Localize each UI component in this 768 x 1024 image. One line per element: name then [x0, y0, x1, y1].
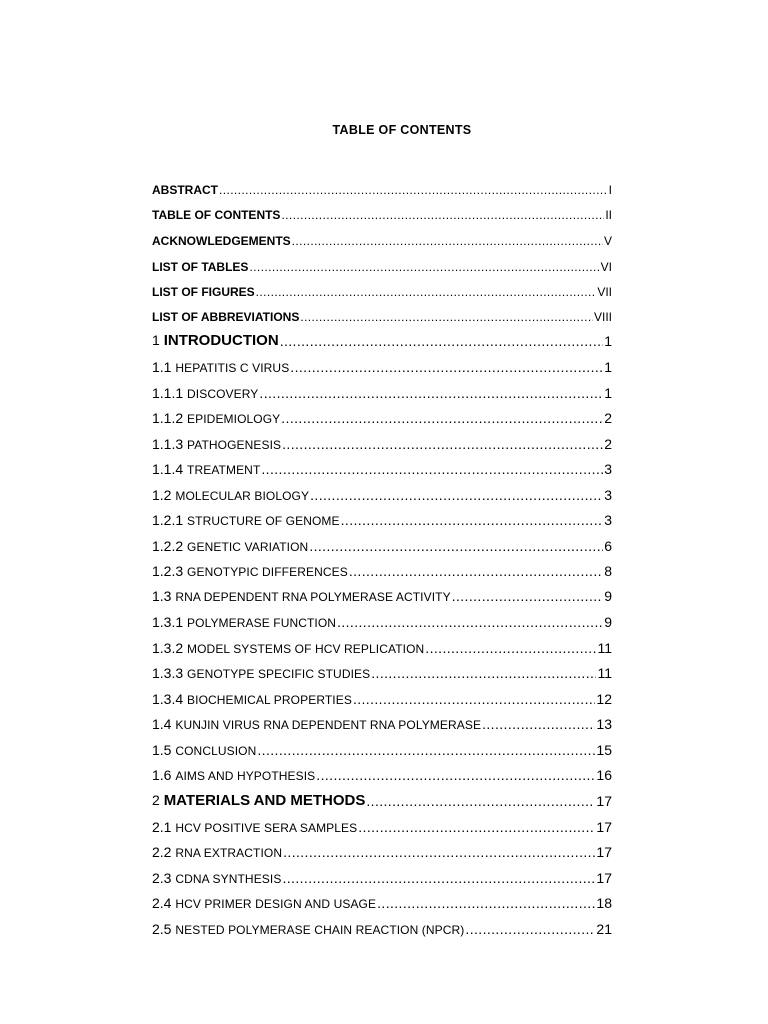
dot-leader: [283, 845, 595, 859]
section-title: PATHOGENESIS: [187, 438, 282, 452]
dot-leader: [465, 922, 595, 936]
section-title: MODEL SYSTEMS OF HCV REPLICATION: [187, 642, 425, 656]
section-title: KUNJIN VIRUS RNA DEPENDENT RNA POLYMERASE: [175, 718, 482, 732]
toc-entry-list-of-tables[interactable]: [152, 253, 612, 273]
dot-leader: [292, 235, 603, 247]
toc-entry-page: 3: [604, 512, 612, 528]
toc-entry-1-4[interactable]: [152, 711, 612, 731]
toc-entry-1-2-3[interactable]: [152, 558, 612, 578]
section-title: HCV PRIMER DESIGN AND USAGE: [175, 897, 377, 911]
section-title: INTRODUCTION: [163, 332, 279, 349]
toc-entry-1-1-4[interactable]: [152, 456, 612, 476]
section-number: 1.1.1: [152, 385, 184, 401]
toc-entry-1-2[interactable]: [152, 482, 612, 502]
section-number: 1.1: [152, 359, 172, 375]
section-title: AIMS AND HYPOTHESIS: [175, 769, 316, 783]
section-number: 1.1.4: [152, 461, 184, 477]
toc-entry-label: LIST OF FIGURES: [152, 285, 255, 299]
toc-entry-page: VI: [600, 260, 612, 274]
toc-entry-label: ACKNOWLEDGEMENTS: [152, 234, 291, 248]
section-number: 1.3.2: [152, 640, 184, 656]
dot-leader: [261, 462, 603, 476]
toc-entry-page: 3: [604, 461, 612, 477]
dot-leader: [371, 666, 596, 680]
toc-entry-1-3-2[interactable]: [152, 635, 612, 655]
toc-entry-page: 6: [604, 538, 612, 554]
toc-entry-page: 17: [596, 793, 612, 809]
section-title: STRUCTURE OF GENOME: [187, 514, 340, 528]
section-title: RNA DEPENDENT RNA POLYMERASE ACTIVITY: [175, 590, 451, 604]
toc-entry-page: V: [603, 234, 612, 248]
toc-entry-2-5[interactable]: [152, 916, 612, 936]
section-number: 1: [152, 332, 160, 348]
section-number: 1.3.4: [152, 691, 184, 707]
section-title: MATERIALS AND METHODS: [163, 792, 366, 809]
toc-entry-page: 11: [597, 665, 612, 681]
toc-entry-list-of-abbreviations[interactable]: [152, 303, 612, 323]
toc-entry-1-1-1[interactable]: [152, 380, 612, 400]
toc-entry-2-1[interactable]: [152, 814, 612, 834]
dot-leader: [452, 589, 604, 603]
toc-entry-1-3[interactable]: [152, 583, 612, 603]
toc-entry-page: 17: [596, 844, 612, 860]
dot-leader: [282, 871, 595, 885]
section-title: BIOCHEMICAL PROPERTIES: [187, 693, 352, 707]
section-number: 1.6: [152, 767, 172, 783]
toc-entry-1-3-3[interactable]: [152, 660, 612, 680]
dot-leader: [257, 743, 595, 757]
dot-leader: [377, 896, 595, 910]
section-number: 1.3.3: [152, 665, 184, 681]
dot-leader: [282, 437, 603, 451]
section-number: 1.3.1: [152, 614, 184, 630]
dot-leader: [249, 261, 599, 273]
toc-entry-page: 16: [596, 767, 612, 783]
toc-entry-label: TABLE OF CONTENTS: [152, 208, 281, 222]
toc-entry-page: 17: [596, 819, 612, 835]
section-title: RNA EXTRACTION: [175, 846, 283, 860]
section-number: 2: [152, 792, 160, 808]
toc-entry-1-1-2[interactable]: [152, 405, 612, 425]
toc-entry-page: 17: [596, 870, 612, 886]
toc-entry-1-3-1[interactable]: [152, 609, 612, 629]
section-title: HCV POSITIVE SERA SAMPLES: [175, 821, 358, 835]
section-number: 1.1.3: [152, 436, 184, 452]
toc-entry-page: 2: [604, 410, 612, 426]
section-number: 1.2.3: [152, 563, 184, 579]
toc-entry-page: II: [605, 208, 612, 222]
toc-entry-chapter-2[interactable]: [152, 788, 612, 808]
toc-entry-1-2-1[interactable]: [152, 507, 612, 527]
dot-leader: [425, 641, 596, 655]
toc-entry-1-3-4[interactable]: [152, 686, 612, 706]
toc-entry-label: ABSTRACT: [152, 183, 218, 197]
toc-entry-table-of-contents[interactable]: [152, 201, 612, 221]
toc-entry-acknowledgements[interactable]: [152, 227, 612, 247]
section-title: GENOTYPE SPECIFIC STUDIES: [187, 667, 371, 681]
dot-leader: [300, 311, 593, 323]
section-title: CONCLUSION: [175, 744, 257, 758]
toc-entry-page: 12: [596, 691, 612, 707]
section-title: GENETIC VARIATION: [187, 540, 309, 554]
section-number: 2.4: [152, 895, 172, 911]
section-number: 1.5: [152, 742, 172, 758]
toc-entry-1-2-2[interactable]: [152, 533, 612, 553]
toc-entry-1-1[interactable]: [152, 354, 612, 374]
section-title: EPIDEMIOLOGY: [187, 412, 281, 426]
section-number: 1.2: [152, 487, 172, 503]
dot-leader: [290, 360, 603, 374]
toc-entry-page: 9: [604, 588, 612, 604]
dot-leader: [358, 820, 595, 834]
dot-leader: [281, 209, 604, 221]
toc-entry-page: I: [608, 183, 612, 197]
toc-entry-2-2[interactable]: [152, 839, 612, 859]
dot-leader: [316, 768, 595, 782]
dot-leader: [482, 717, 595, 731]
section-title: DISCOVERY: [187, 387, 259, 401]
toc-entry-page: VIII: [593, 310, 612, 324]
section-number: 1.2.1: [152, 512, 184, 528]
toc-entry-abstract[interactable]: [152, 176, 612, 196]
toc-entry-page: 18: [596, 895, 612, 911]
section-title: MOLECULAR BIOLOGY: [175, 489, 310, 503]
dot-leader: [366, 794, 595, 808]
toc-entry-page: 1: [604, 385, 612, 401]
section-number: 2.2: [152, 844, 172, 860]
section-number: 2.3: [152, 870, 172, 886]
section-number: 2.5: [152, 921, 172, 937]
dot-leader: [349, 564, 603, 578]
dot-leader: [309, 539, 603, 553]
dot-leader: [219, 184, 608, 196]
toc-entry-list-of-figures[interactable]: [152, 278, 612, 298]
toc-entry-page: 13: [596, 716, 612, 732]
section-number: 1.4: [152, 716, 172, 732]
dot-leader: [341, 513, 604, 527]
section-title: TREATMENT: [187, 463, 261, 477]
toc-entry-page: 8: [604, 563, 612, 579]
toc-entry-page: 3: [604, 487, 612, 503]
toc-entry-label: LIST OF TABLES: [152, 260, 249, 274]
toc-entry-chapter-1[interactable]: [152, 328, 612, 348]
section-title: GENOTYPIC DIFFERENCES: [187, 565, 348, 579]
dot-leader: [281, 411, 603, 425]
section-number: 1.1.2: [152, 410, 184, 426]
toc-entry-label: LIST OF ABBREVIATIONS: [152, 310, 300, 324]
toc-entry-page: 1: [604, 333, 612, 349]
toc-entry-2-3[interactable]: [152, 865, 612, 885]
dot-leader: [256, 286, 597, 298]
dot-leader: [353, 692, 595, 706]
toc-entry-page: 2: [604, 436, 612, 452]
dot-leader: [310, 488, 603, 502]
section-number: 2.1: [152, 819, 172, 835]
section-number: 1.2.2: [152, 538, 184, 554]
toc-entry-1-1-3[interactable]: [152, 431, 612, 451]
section-title: NESTED POLYMERASE CHAIN REACTION (NPCR): [175, 923, 465, 937]
toc-entry-page: 15: [596, 742, 612, 758]
toc-entry-page: 21: [596, 921, 612, 937]
dot-leader: [259, 386, 603, 400]
dot-leader: [280, 334, 604, 348]
toc-entry-1-6[interactable]: [152, 762, 612, 782]
section-title: CDNA SYNTHESIS: [175, 872, 282, 886]
toc-entry-page: 11: [597, 640, 612, 656]
section-number: 1.3: [152, 588, 172, 604]
section-title: HEPATITIS C VIRUS: [175, 361, 290, 375]
toc-entry-2-4[interactable]: [152, 890, 612, 910]
toc-entry-page: VII: [597, 285, 612, 299]
dot-leader: [337, 615, 603, 629]
toc-entry-page: 1: [604, 359, 612, 375]
section-title: POLYMERASE FUNCTION: [187, 616, 337, 630]
toc-entry-1-5[interactable]: [152, 737, 612, 757]
toc-entry-page: 9: [604, 614, 612, 630]
toc-title: TABLE OF CONTENTS: [332, 123, 472, 137]
